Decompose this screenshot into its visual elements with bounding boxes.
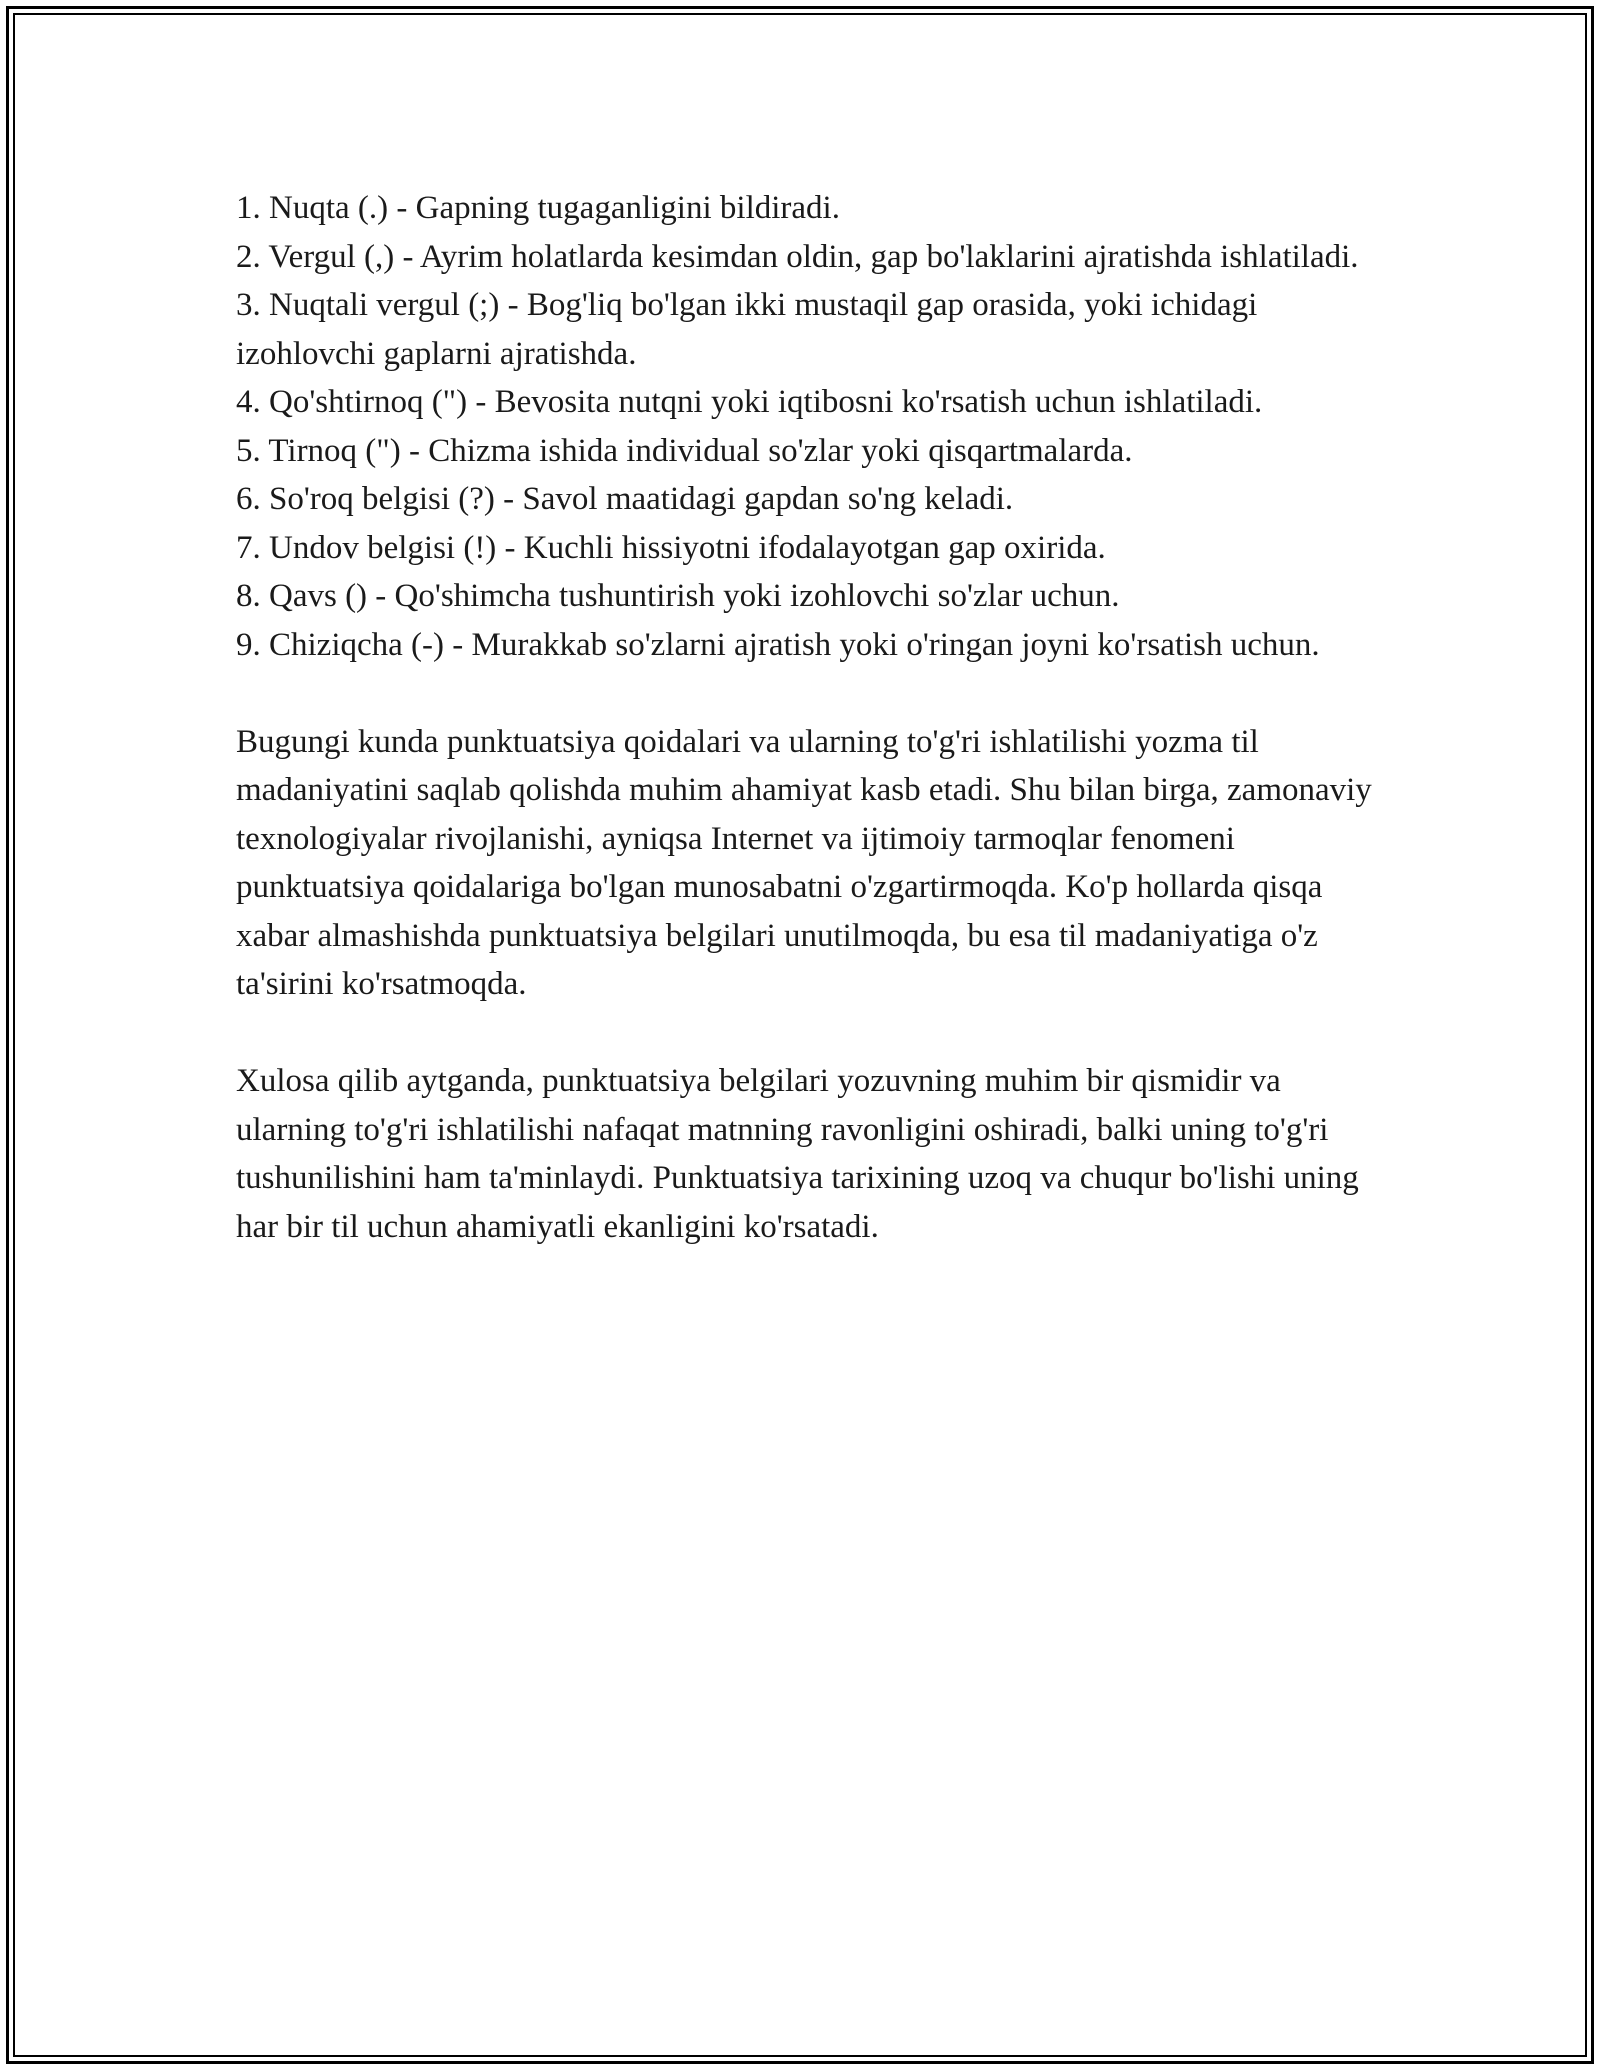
document-body [236, 184, 1386, 1251]
punctuation-list [236, 184, 1386, 669]
list-item: 2. Vergul (,) - Ayrim holatlarda kesimdan oldin, gap bo'laklarini ajratishda ishlatiladi. [236, 238, 1359, 275]
list-item: 8. Qavs () - Qo'shimcha tushuntirish yoki izohlovchi so'zlar uchun. [236, 578, 1120, 614]
paragraph-modern-usage: Bugungi kunda punktuatsiya qoidalari va ularning to'g'ri ishlatilishi yozma til madaniyatini saqlab qolishda muhim ahamiyat kasb etadi. Shu bilan birga, zamonaviy texnologiyalar rivojlanishi, ayniqsa Internet va ijtimoiy tarmoqlar fenomeni punktuatsiya qoidalariga bo'lgan munosabatni o'zgartirmoqda. Ko'p hollarda qisqa xabar almashishda punktuatsiya belgilari unutilmoqda, bu esa til madaniyatiga o'z ta'sirini ko'rsatmoqda. [236, 723, 1372, 1002]
list-item: 7. Undov belgisi (!) - Kuchli hissiyotni ifodalayotgan gap oxirida. [236, 529, 1106, 566]
list-item: 1. Nuqta (.) - Gapning tugaganligini bildiradi. [236, 190, 840, 226]
list-item: 4. Qo'shtirnoq (") - Bevosita nutqni yoki iqtibosni ko'rsatish uchun ishlatiladi. [236, 384, 1263, 420]
paragraph-conclusion: Xulosa qilib aytganda, punktuatsiya belgilari yozuvning muhim bir qismidir va ularning to'g'ri ishlatilishi nafaqat matnning ravonligini oshiradi, balki uning to'g'ri tushunilishini ham ta'minlaydi. Punktuatsiya tarixining uzoq va chuqur bo'lishi uning har bir til uchun ahamiyatli ekanligini ko'rsatadi. [236, 1063, 1359, 1245]
list-item: 6. So'roq belgisi (?) - Savol maatidagi gapdan so'ng keladi. [236, 481, 1014, 517]
list-item: 3. Nuqtali vergul (;) - Bog'liq bo'lgan ikki mustaqil gap orasida, yoki ichidagi izohlovchi gaplarni ajratishda. [236, 287, 1258, 372]
list-item: 5. Tirnoq (") - Chizma ishida individual so'zlar yoki qisqartmalarda. [236, 432, 1133, 469]
list-item: 9. Chiziqcha (-) - Murakkab so'zlarni ajratish yoki o'ringan joyni ko'rsatish uchun. [236, 626, 1320, 663]
